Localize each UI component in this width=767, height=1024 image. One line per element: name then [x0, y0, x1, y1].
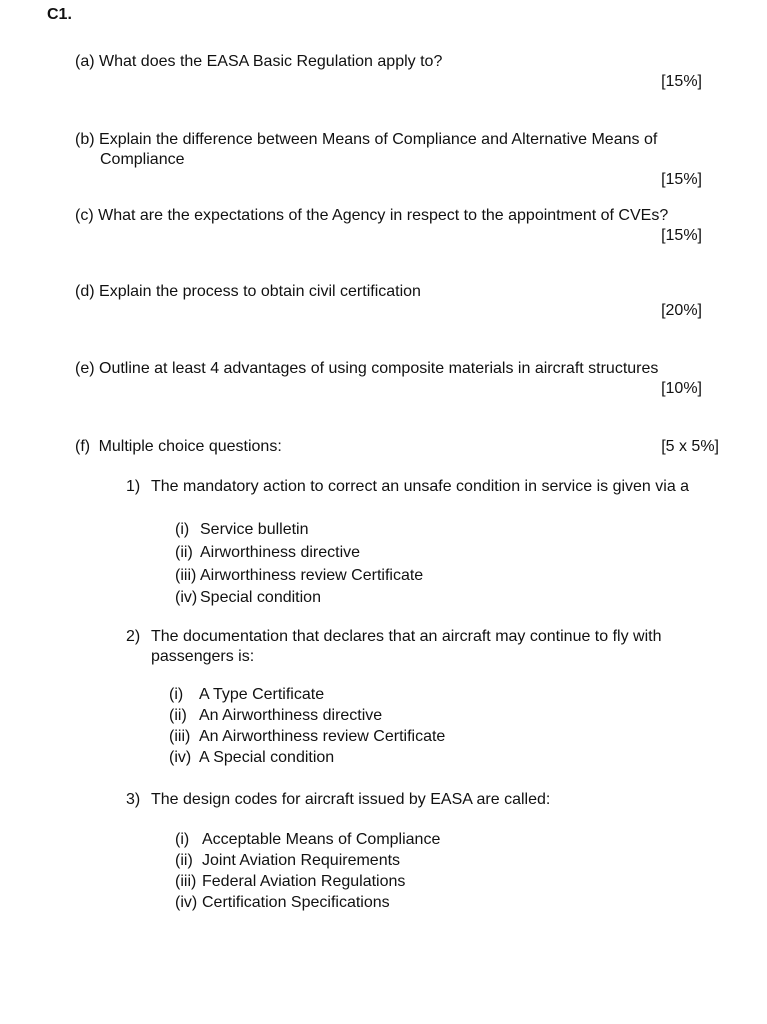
part-d-text: Explain the process to obtain civil certification [99, 283, 421, 300]
option-num: (ii) [175, 544, 193, 561]
option-num: (iv) [175, 894, 198, 911]
part-d-label: (d) [75, 283, 95, 300]
mcq-2-option-ii [169, 706, 382, 726]
part-b-text-line1: Explain the difference between Means of Compliance and Alternative Means of [99, 131, 658, 148]
part-a-mark: [15%] [661, 73, 702, 90]
option-text: An Airworthiness directive [199, 707, 383, 724]
mcq-2-option-iii [169, 727, 445, 747]
mcq-2-option-i [169, 685, 324, 705]
mcq-3-option-iii [175, 872, 405, 892]
part-c-mark: [15%] [661, 227, 702, 244]
part-b-mark: [15%] [661, 171, 702, 188]
option-text: Acceptable Means of Compliance [202, 831, 441, 848]
option-text: Special condition [200, 589, 321, 606]
part-d [75, 282, 421, 302]
option-text: A Type Certificate [199, 686, 325, 703]
option-num: (ii) [175, 852, 193, 869]
question-number: C1. [47, 6, 72, 23]
part-d-mark: [20%] [661, 302, 702, 319]
mcq-1-question: The mandatory action to correct an unsafe condition in service is given via a [151, 478, 690, 495]
option-num: (iii) [175, 567, 197, 584]
part-a-label: (a) [75, 53, 95, 70]
option-text: Airworthiness directive [200, 544, 361, 561]
option-num: (ii) [169, 707, 187, 724]
option-text: Joint Aviation Requirements [202, 852, 401, 869]
option-text: A Special condition [199, 749, 335, 766]
option-num: (iv) [175, 589, 198, 606]
part-e-label: (e) [75, 360, 95, 377]
option-num: (i) [169, 686, 184, 703]
part-b [75, 130, 657, 150]
mcq-1-number: 1) [126, 478, 141, 495]
part-f [75, 437, 282, 457]
option-text: Service bulletin [200, 521, 309, 538]
part-b-label: (b) [75, 131, 95, 148]
mcq-2-number: 2) [126, 628, 141, 645]
mcq-3-number: 3) [126, 791, 141, 808]
option-num: (iv) [169, 749, 192, 766]
mcq-1-option-ii [175, 543, 360, 563]
option-num: (i) [175, 831, 190, 848]
mcq-3-option-ii [175, 851, 400, 871]
part-f-mark: [5 x 5%] [661, 438, 719, 455]
part-c-text: What are the expectations of the Agency in respect to the appointment of CVEs? [98, 207, 669, 224]
option-text: Certification Specifications [202, 894, 390, 911]
part-c-label: (c) [75, 207, 94, 224]
part-c [75, 206, 668, 226]
option-num: (iii) [169, 728, 191, 745]
part-e [75, 359, 658, 379]
mcq-2-option-iv [169, 748, 334, 768]
part-f-label: (f) [75, 438, 91, 455]
option-text: Federal Aviation Regulations [202, 873, 406, 890]
part-f-text: Multiple choice questions: [98, 438, 282, 455]
option-num: (i) [175, 521, 190, 538]
mcq-2-question-line2: passengers is: [151, 648, 255, 665]
part-a-text: What does the EASA Basic Regulation apply to? [99, 53, 443, 70]
part-e-text: Outline at least 4 advantages of using composite materials in aircraft structures [99, 360, 659, 377]
mcq-1-option-i [175, 520, 309, 540]
part-a [75, 52, 442, 72]
option-num: (iii) [175, 873, 197, 890]
mcq-1-option-iv [175, 588, 321, 608]
part-b-text-line2: Compliance [100, 151, 185, 168]
option-text: An Airworthiness review Certificate [199, 728, 446, 745]
mcq-2-question-line1: The documentation that declares that an aircraft may continue to fly with [151, 628, 662, 645]
mcq-3-option-i [175, 830, 440, 850]
mcq-3-option-iv [175, 893, 390, 913]
mcq-1-option-iii [175, 566, 423, 586]
option-text: Airworthiness review Certificate [200, 567, 424, 584]
part-e-mark: [10%] [661, 380, 702, 397]
mcq-3-question: The design codes for aircraft issued by EASA are called: [151, 791, 551, 808]
